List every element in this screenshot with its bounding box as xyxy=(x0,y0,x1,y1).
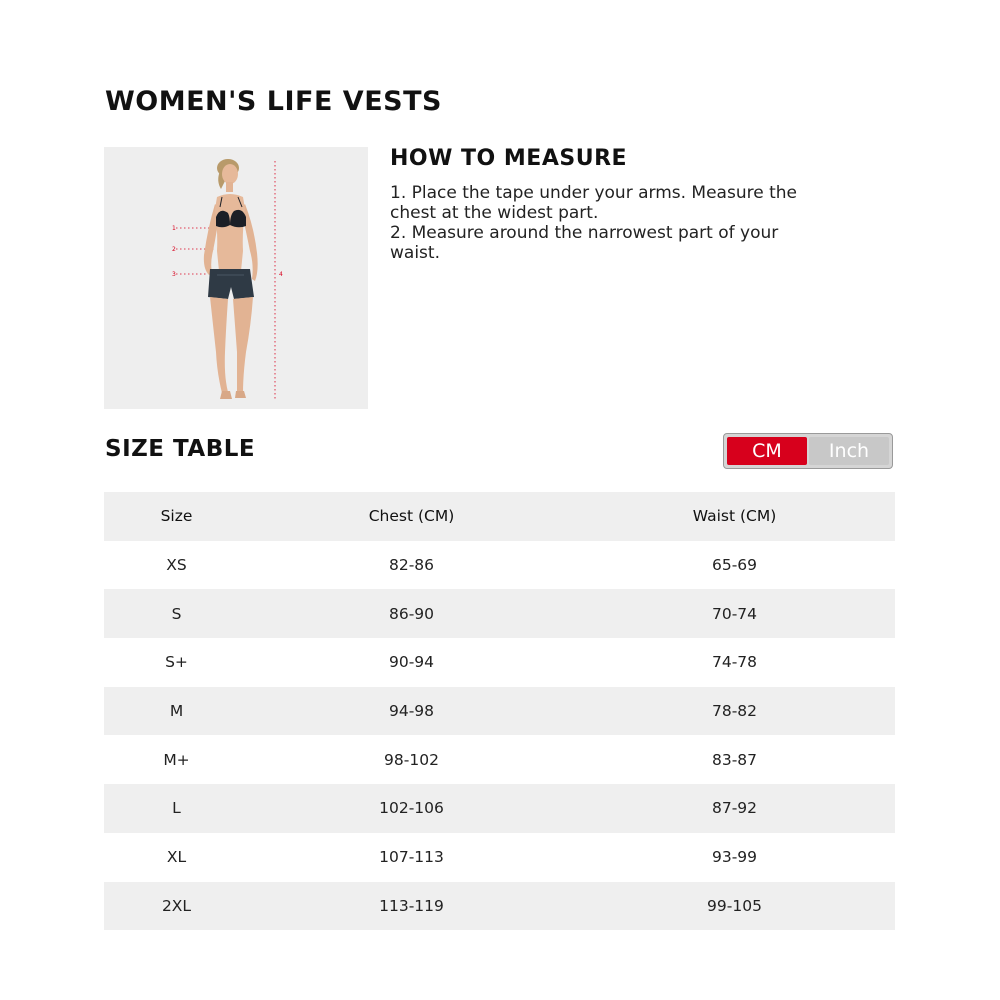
chest-cell: 113-119 xyxy=(379,896,444,915)
page-title: WOMEN'S LIFE VESTS xyxy=(105,86,442,117)
woman-measurement-figure-icon xyxy=(104,147,368,409)
chest-cell: 90-94 xyxy=(388,653,435,672)
table-row xyxy=(104,784,895,833)
size-cell: XL xyxy=(166,848,187,867)
waist-cell: 99-105 xyxy=(707,896,762,915)
waist-cell: 65-69 xyxy=(711,556,758,575)
table-row xyxy=(104,589,895,638)
unit-cm-button[interactable]: CM xyxy=(727,437,807,465)
table-header-row xyxy=(104,492,895,541)
chest-cell: 98-102 xyxy=(384,750,439,769)
size-cell: M+ xyxy=(163,750,190,769)
waist-cell: 78-82 xyxy=(711,702,758,721)
measure-instruction-line: 2. Measure around the narrowest part of your xyxy=(390,223,779,243)
table-row xyxy=(104,638,895,687)
waist-cell: 93-99 xyxy=(711,848,758,867)
measure-instruction-line: chest at the widest part. xyxy=(390,203,599,223)
table-row xyxy=(104,833,895,882)
column-header-waist: Waist (CM) xyxy=(692,507,777,526)
chest-cell: 107-113 xyxy=(379,848,444,867)
table-row xyxy=(104,735,895,784)
size-cell: S xyxy=(171,604,182,623)
how-to-measure-title: HOW TO MEASURE xyxy=(390,146,628,171)
table-row xyxy=(104,687,895,736)
size-cell: M xyxy=(169,702,184,721)
measure-instruction-line: waist. xyxy=(390,243,440,263)
waist-cell: 83-87 xyxy=(711,750,758,769)
chest-cell: 86-90 xyxy=(388,604,435,623)
woman-figure xyxy=(204,159,258,399)
table-row xyxy=(104,541,895,590)
column-header-size: Size xyxy=(160,507,193,526)
size-table xyxy=(104,492,895,930)
marker-1: 1 xyxy=(172,225,176,232)
measure-instruction-line: 1. Place the tape under your arms. Measure the xyxy=(390,183,797,203)
size-cell: L xyxy=(172,799,181,818)
marker-2: 2 xyxy=(172,246,176,253)
waist-cell: 70-74 xyxy=(711,604,758,623)
measurement-figure xyxy=(104,147,368,409)
chest-cell: 82-86 xyxy=(388,556,435,575)
waist-cell: 87-92 xyxy=(711,799,758,818)
size-cell: S+ xyxy=(165,653,188,672)
unit-inch-button[interactable]: Inch xyxy=(809,437,889,465)
size-table-title: SIZE TABLE xyxy=(105,436,256,462)
chest-cell: 94-98 xyxy=(388,702,435,721)
chest-cell: 102-106 xyxy=(379,799,444,818)
table-row xyxy=(104,882,895,931)
marker-4: 4 xyxy=(279,271,283,278)
size-cell: 2XL xyxy=(161,896,192,915)
unit-toggle xyxy=(723,433,893,469)
size-cell: XS xyxy=(166,556,187,575)
waist-cell: 74-78 xyxy=(711,653,758,672)
column-header-chest: Chest (CM) xyxy=(368,507,455,526)
marker-3: 3 xyxy=(172,271,176,278)
how-to-measure-section xyxy=(390,146,890,263)
